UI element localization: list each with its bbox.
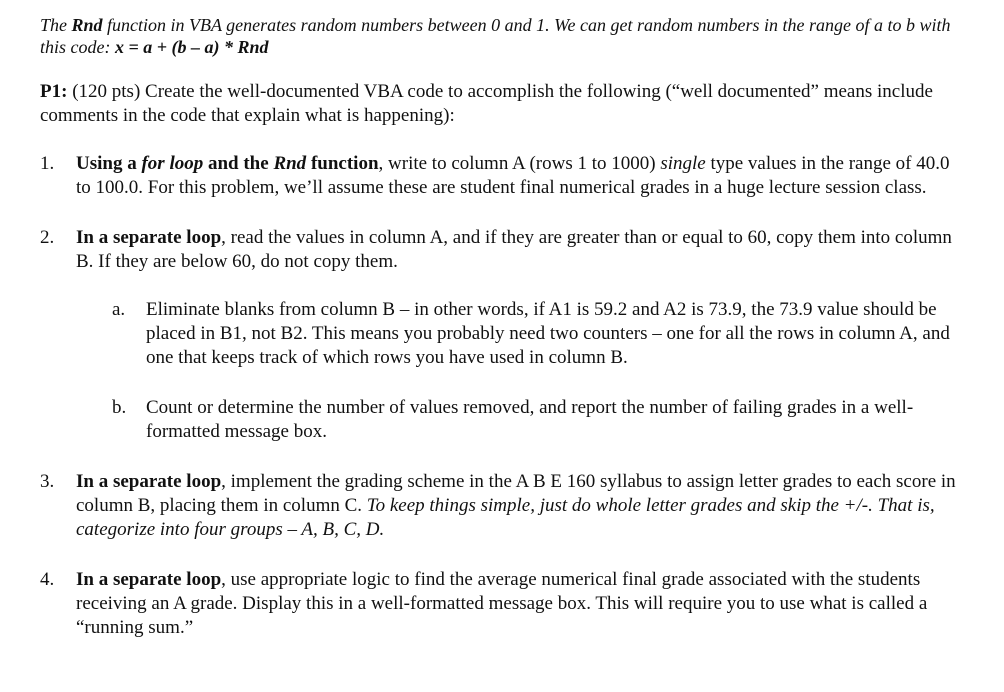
list-item-3 xyxy=(40,470,960,542)
list-item-1 xyxy=(40,152,960,200)
problem-text: (120 pts) Create the well-documented VBA code to accomplish the following (“well documented” means include comments in the code that explain what is happening): xyxy=(40,81,933,126)
item-4-text: , use appropriate logic to find the average numerical final grade associated with the students receiving an A grade. Display this in a well-formatted message box. This will require you to use what is called a “running sum.” xyxy=(76,569,928,638)
item-4-bold: In a separate loop xyxy=(76,569,222,590)
document-page xyxy=(40,14,960,640)
list-number-4: 4. xyxy=(40,569,55,590)
item-3-italic: To keep things simple, just do whole letter grades and skip the +/-. That is, categorize into four groups – A, B, C, D. xyxy=(76,495,935,540)
item-1-text-1: , write to column A (rows 1 to 1000) xyxy=(378,153,661,174)
item-3-text-1: , implement the grading scheme in the A B E 160 syllabus to assign letter grades to each score in column B, placing them in column C. xyxy=(76,471,956,516)
list-number-2: 2. xyxy=(40,227,55,248)
intro-text-2: function in VBA generates random numbers between 0 and 1. We can get random numbers in the range of a to b with this code: xyxy=(40,15,951,57)
item-1-for-loop: for loop xyxy=(141,153,204,174)
item-3-bold: In a separate loop xyxy=(76,471,222,492)
list-number-1: 1. xyxy=(40,153,55,174)
list-item-2 xyxy=(40,226,960,274)
problem-statement xyxy=(40,80,960,128)
sub-item-b-text: Count or determine the number of values removed, and report the number of failing grades in a well-formatted message box. xyxy=(146,397,914,442)
item-1-text-2: type values in the range of 40.0 to 100.0. For this problem, we’ll assume these are student final numerical grades in a huge lecture session class. xyxy=(76,153,950,198)
sub-item-b xyxy=(40,396,960,444)
intro-rnd-keyword: Rnd xyxy=(71,15,103,35)
problem-label: P1: xyxy=(40,81,68,102)
item-1-bold-1: Using a xyxy=(76,153,142,174)
sub-letter-a: a. xyxy=(112,299,126,320)
list-item-4 xyxy=(40,568,960,640)
item-1-bold-2: and the xyxy=(203,153,274,174)
item-2-bold: In a separate loop xyxy=(76,227,222,248)
sub-item-a xyxy=(40,298,960,370)
item-1-rnd: Rnd xyxy=(273,153,307,174)
sub-item-a-text: Eliminate blanks from column B – in other words, if A1 is 59.2 and A2 is 73.9, the 73.9 value should be placed in B1, not B2. This means you probably need two counters – one for all the rows in column A, and one that keeps track of which rows you have used in column B. xyxy=(146,299,950,368)
item-2-text: , read the values in column A, and if they are greater than or equal to 60, copy them into column B. If they are below 60, do not copy them. xyxy=(76,227,952,272)
intro-formula: x = a + (b – a) * Rnd xyxy=(114,37,269,57)
sub-letter-b: b. xyxy=(112,397,127,418)
list-number-3: 3. xyxy=(40,471,55,492)
intro-text-1: The xyxy=(40,15,72,35)
item-1-bold-3: function xyxy=(306,153,379,174)
item-1-single: single xyxy=(660,153,706,174)
intro-paragraph xyxy=(40,14,960,58)
